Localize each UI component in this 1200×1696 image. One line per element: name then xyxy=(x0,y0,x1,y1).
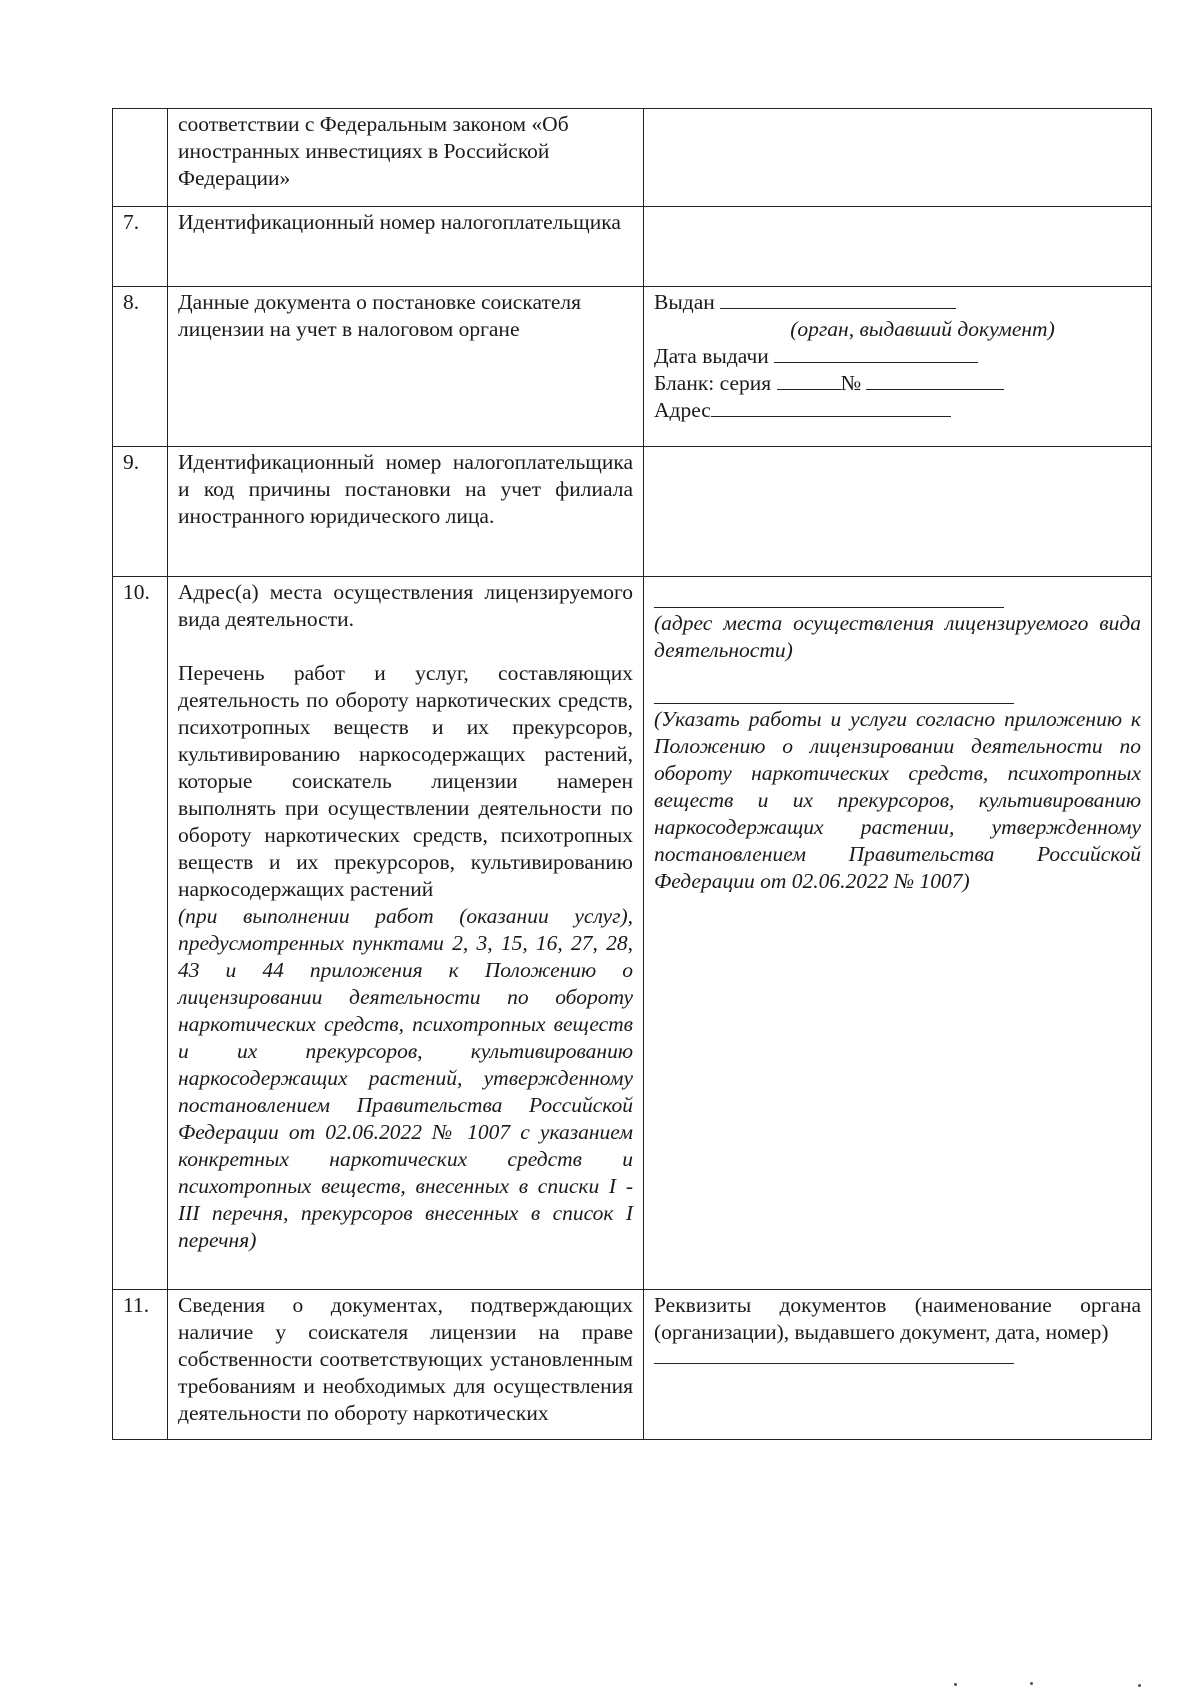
tax-registration-fields xyxy=(644,287,1152,447)
works-hint: (Указать работы и услуги согласно приложению к Положению о лицензировании деятельности по обороту наркотических средств, психотропных веществ и их прекурсоров, культивированию наркосодержащих растении, утвержденному постановлением Правительства Российской Федерации от 02.06.2022 № 1007) xyxy=(654,707,1141,893)
license-application-table xyxy=(112,108,1152,1440)
table-row xyxy=(113,1290,1152,1440)
works-list-label: Перечень работ и услуг, составляющих деятельность по обороту наркотических средств, психотропных веществ и их прекурсоров, культивированию наркосодержащих растений, которые соискатель лицензии намерен выполнять при осуществлении деятельности по обороту наркотических средств, психотропных веществ и их прекурсоров, культивированию наркосодержащих растений xyxy=(178,661,633,901)
row-value-field[interactable] xyxy=(644,447,1152,577)
row-label: соответствии с Федеральным законом «Об иностранных инвестициях в Российской Федерации» xyxy=(168,109,644,207)
address-line xyxy=(654,397,1141,424)
row-label: Идентификационный номер налогоплательщика xyxy=(168,207,644,287)
row-label: Сведения о документах, подтверждающих наличие у соискателя лицензии на праве собственности соответствующих установленным требованиям и необходимых для осуществления деятельности по обороту наркотических xyxy=(168,1290,644,1440)
row-value-field[interactable] xyxy=(644,109,1152,207)
form-series-line xyxy=(654,370,1141,397)
activity-address-blank[interactable] xyxy=(654,606,1004,608)
scan-speck xyxy=(1138,1684,1141,1687)
row-number: 10. xyxy=(113,577,168,1290)
activity-address-hint: (адрес места осуществления лицензируемого вида деятельности) xyxy=(654,611,1141,662)
table-row xyxy=(113,577,1152,1290)
row-label: Идентификационный номер налогоплательщика и код причины постановки на учет филиала иностранного юридического лица. xyxy=(168,447,644,577)
activity-description xyxy=(168,577,644,1290)
issue-date-line xyxy=(654,343,1141,370)
address-label: Адрес xyxy=(654,398,711,422)
row-number xyxy=(113,109,168,207)
activity-address-label: Адрес(а) места осуществления лицензируемого вида деятельности. xyxy=(178,580,633,631)
table-row xyxy=(113,287,1152,447)
form-number-blank[interactable] xyxy=(866,371,1004,390)
form-series-label: Бланк: серия xyxy=(654,371,772,395)
row-number: 11. xyxy=(113,1290,168,1440)
row-number: 7. xyxy=(113,207,168,287)
activity-fields xyxy=(644,577,1152,1290)
issued-by-blank[interactable] xyxy=(720,290,956,309)
table-row xyxy=(113,207,1152,287)
issued-by-hint: (орган, выдавший документ) xyxy=(790,317,1055,341)
table-row xyxy=(113,447,1152,577)
address-blank[interactable] xyxy=(711,398,951,417)
document-details-label: Реквизиты документов (наименование органа (организации), выдавшего документ, дата, номер) xyxy=(654,1293,1141,1344)
works-blank[interactable] xyxy=(654,702,1014,704)
issue-date-label: Дата выдачи xyxy=(654,344,769,368)
document-details-field xyxy=(644,1290,1152,1440)
form-series-blank[interactable] xyxy=(777,371,841,390)
row-number: 8. xyxy=(113,287,168,447)
document-details-blank[interactable] xyxy=(654,1362,1014,1364)
table-row xyxy=(113,109,1152,207)
row-value-field[interactable] xyxy=(644,207,1152,287)
scan-speck xyxy=(1030,1682,1033,1685)
issued-by-line xyxy=(654,289,1141,316)
row-number: 9. xyxy=(113,447,168,577)
row-label: Данные документа о постановке соискателя лицензии на учет в налоговом органе xyxy=(168,287,644,447)
works-list-note: (при выполнении работ (оказании услуг), предусмотренных пунктами 2, 3, 15, 16, 27, 28, 43 и 44 приложения к Положению о лицензировании деятельности по обороту наркотических средств, психотропных веществ и их прекурсоров, культивированию наркосодержащих растений, утвержденному постановлением Правительства Российской Федерации от 02.06.2022 № 1007 с указанием конкретных наркотических средств и психотропных веществ, внесенных в списки I - III перечня, прекурсоров внесенных в список I перечня) xyxy=(178,904,633,1252)
issued-by-label: Выдан xyxy=(654,290,715,314)
form-number-label: № xyxy=(840,371,862,395)
scan-speck xyxy=(954,1683,957,1686)
issue-date-blank[interactable] xyxy=(774,344,978,363)
